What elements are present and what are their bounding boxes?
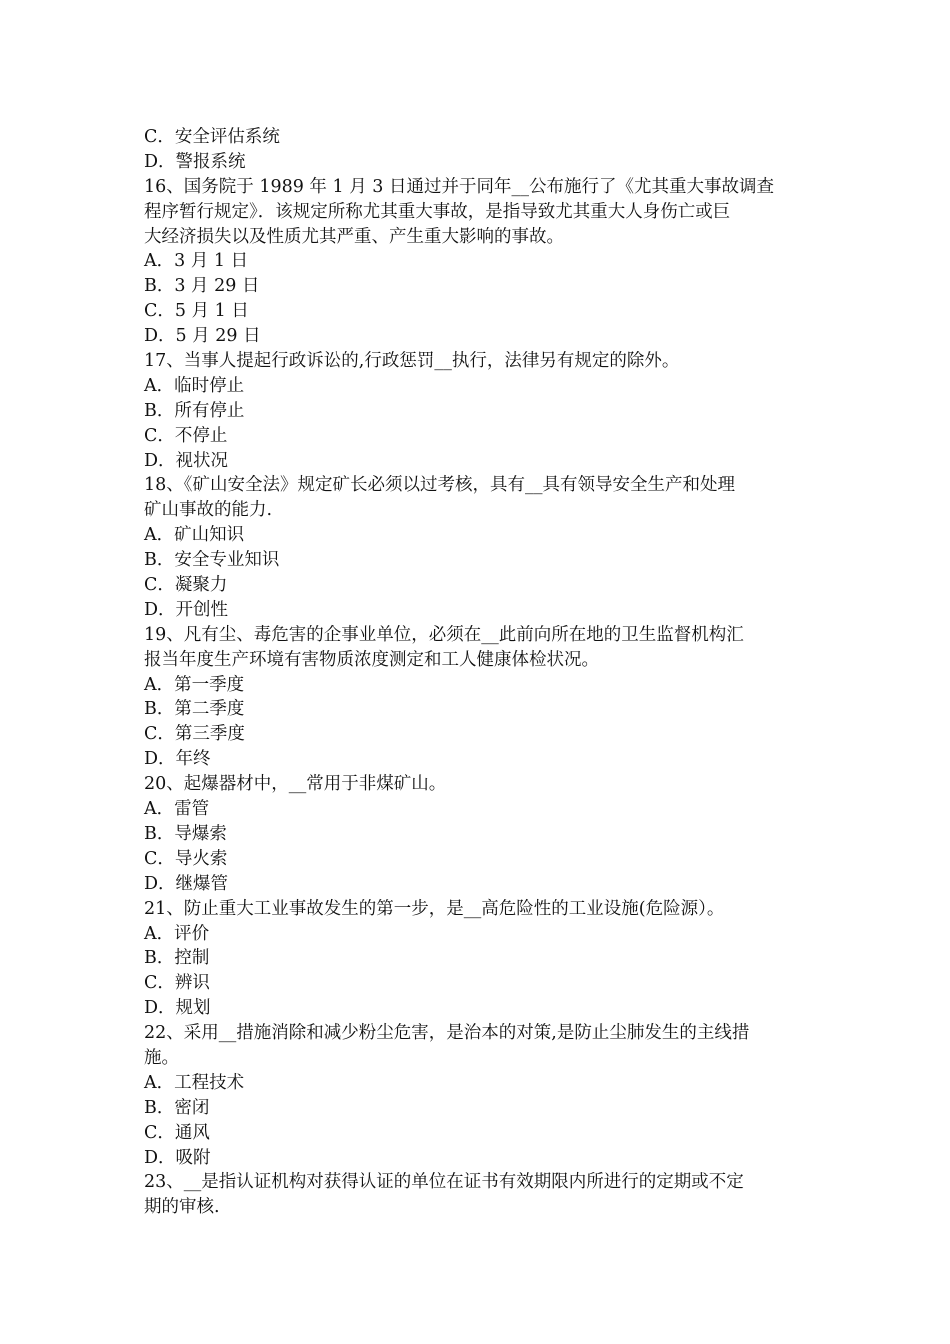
option-line: A．工程技术 bbox=[144, 1072, 245, 1093]
option-line: D．开创性 bbox=[144, 599, 229, 620]
option-line: B．第二季度 bbox=[144, 699, 245, 720]
option-line: D．警报系统 bbox=[144, 151, 246, 172]
option-line: D．视状况 bbox=[144, 450, 229, 471]
option-line: B．控制 bbox=[144, 948, 210, 969]
option-line: C．安全评估系统 bbox=[144, 127, 280, 147]
question-20-line-1: 20、起爆器材中，__常用于非煤矿山。 bbox=[144, 774, 447, 795]
option-line: A．矿山知识 bbox=[144, 525, 245, 546]
option-line: A．评价 bbox=[144, 923, 210, 944]
option-line: B．3 月 29 日 bbox=[144, 276, 260, 297]
option-line: D．5 月 29 日 bbox=[144, 326, 261, 347]
question-22-line-2: 施。 bbox=[144, 1047, 179, 1068]
option-line: A．3 月 1 日 bbox=[144, 251, 249, 272]
option-line: C．辨识 bbox=[144, 973, 210, 994]
option-line: C．不停止 bbox=[144, 425, 228, 446]
question-23-line-1: 23、__是指认证机构对获得认证的单位在证书有效期限内所进行的定期或不定 bbox=[144, 1172, 744, 1193]
option-line: D．规划 bbox=[144, 998, 211, 1019]
option-line: D．年终 bbox=[144, 749, 211, 770]
option-line: B．密闭 bbox=[144, 1097, 210, 1118]
document-body bbox=[144, 125, 814, 1220]
question-18-line-1: 18、《矿山安全法》规定矿长必须以过考核，具有__具有领导安全生产和处理 bbox=[144, 475, 736, 496]
option-line: D．吸附 bbox=[144, 1147, 211, 1168]
option-line: C．第三季度 bbox=[144, 724, 245, 745]
option-line: A．雷管 bbox=[144, 799, 210, 820]
option-line: B．导爆索 bbox=[144, 823, 227, 844]
option-line: C．5 月 1 日 bbox=[144, 301, 249, 322]
option-line: C．通风 bbox=[144, 1122, 210, 1143]
question-22-line-1: 22、采用__措施消除和减少粉尘危害，是治本的对策,是防止尘肺发生的主线措 bbox=[144, 1023, 750, 1044]
question-16-line-2: 程序暂行规定》．该规定所称尤其重大事故，是指导致尤其重大人身伤亡或巨 bbox=[144, 201, 731, 222]
option-line: A．临时停止 bbox=[144, 375, 245, 396]
option-line: B．所有停止 bbox=[144, 400, 245, 421]
question-16-line-1: 16、国务院于 1989 年 1 月 3 日通过并于同年__公布施行了《尤其重大事故调查 bbox=[144, 176, 774, 197]
question-16-line-3: 大经济损失以及性质尤其严重、产生重大影响的事故。 bbox=[144, 226, 564, 247]
option-line: B．安全专业知识 bbox=[144, 550, 280, 571]
question-18-line-2: 矿山事故的能力. bbox=[144, 500, 273, 521]
option-line: C．凝聚力 bbox=[144, 575, 228, 596]
question-21-line-1: 21、防止重大工业事故发生的第一步，是__高危险性的工业设施(危险源）。 bbox=[144, 898, 725, 919]
question-19-line-2: 报当年度生产环境有害物质浓度测定和工人健康体检状况。 bbox=[144, 649, 599, 670]
option-line: A．第一季度 bbox=[144, 674, 245, 695]
question-19-line-1: 19、凡有尘、毒危害的企事业单位，必须在__此前向所在地的卫生监督机构汇 bbox=[144, 624, 744, 645]
option-line: D．继爆管 bbox=[144, 873, 229, 894]
option-line: C．导火索 bbox=[144, 848, 228, 869]
question-23-line-2: 期的审核. bbox=[144, 1197, 220, 1218]
question-17-line-1: 17、当事人提起行政诉讼的,行政惩罚__执行，法律另有规定的除外。 bbox=[144, 351, 680, 372]
